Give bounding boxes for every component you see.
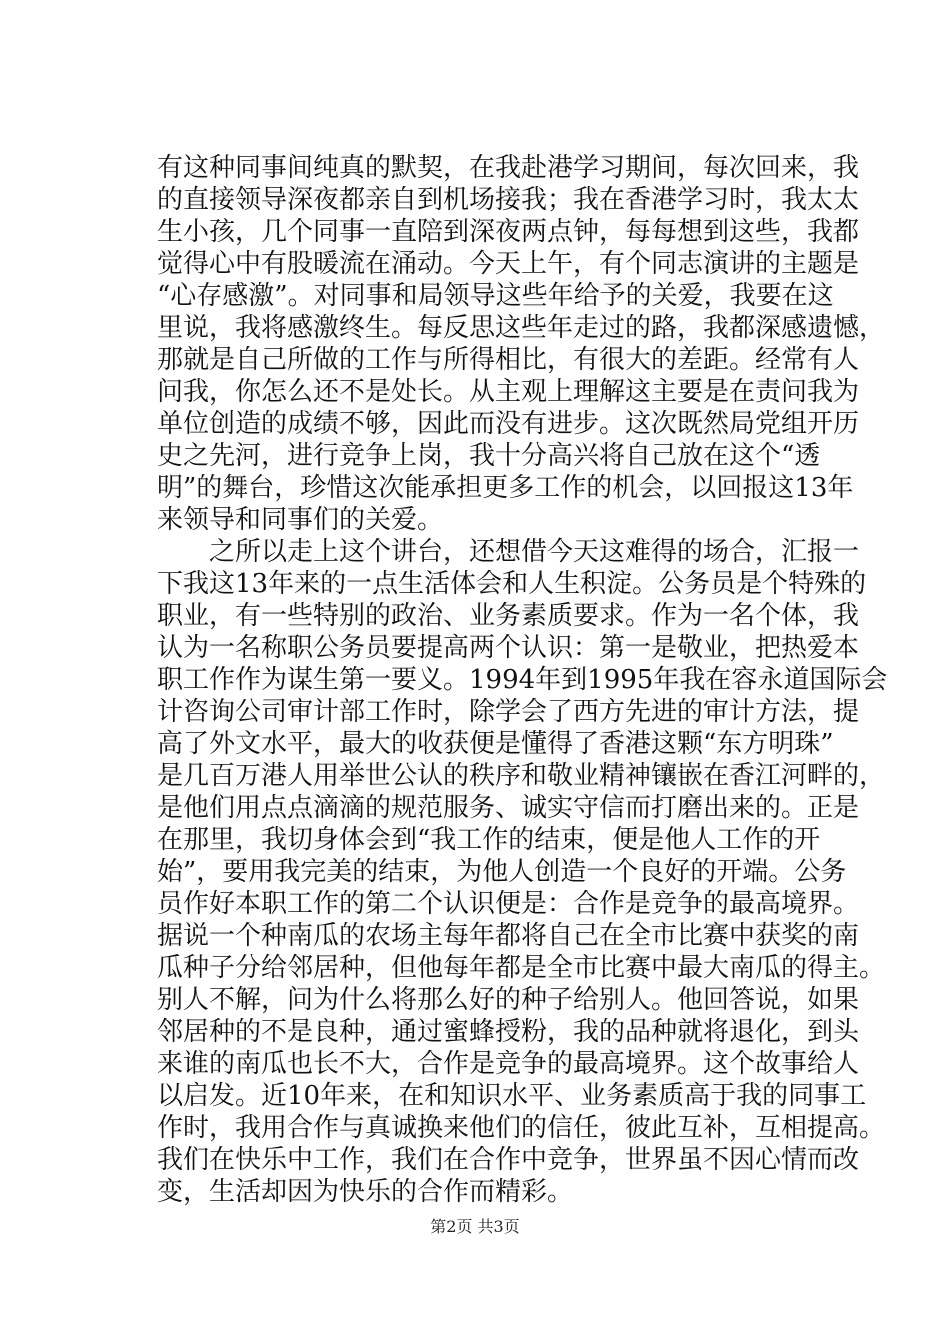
- text-line: 来谁的南瓜也长不大，合作是竞争的最高境界。这个故事给人: [157, 1049, 860, 1079]
- text-line: 是他们用点点滴滴的规范服务、诚实守信而打磨出来的。正是: [157, 793, 860, 823]
- text-line: 别人不解，问为什么将那么好的种子给别人。他回答说，如果: [157, 985, 860, 1015]
- text-line: 明”的舞台，珍惜这次能承担更多工作的机会，以回报这13年: [157, 473, 854, 503]
- text-line: 来领导和同事们的关爱。: [157, 505, 444, 535]
- text-line: 是几百万港人用举世公认的秩序和敬业精神镶嵌在香江河畔的，: [157, 761, 886, 791]
- text-line: 之所以走上这个讲台，还想借今天这难得的场合，汇报一: [157, 537, 860, 567]
- text-line: 觉得心中有股暖流在涌动。今天上午，有个同志演讲的主题是: [157, 249, 860, 279]
- text-line: 有这种同事间纯真的默契，在我赴港学习期间，每次回来，我: [157, 153, 860, 183]
- text-line: 职业，有一些特别的政治、业务素质要求。作为一名个体，我: [157, 601, 860, 631]
- text-line: 的直接领导深夜都亲自到机场接我；我在香港学习时，我太太: [157, 185, 860, 215]
- text-line: 里说，我将感激终生。每反思这些年走过的路，我都深感遗憾，: [157, 313, 886, 343]
- text-line: 高了外文水平，最大的收获便是懂得了香港这颗“东方明珠”: [157, 729, 834, 759]
- body-text: [157, 152, 888, 1208]
- text-line: 始”，要用我完美的结束，为他人创造一个良好的开端。公务: [157, 857, 847, 887]
- text-line: 单位创造的成绩不够，因此而没有进步。这次既然局党组开历: [157, 409, 860, 439]
- text-line: 生小孩，几个同事一直陪到深夜两点钟，每每想到这些，我都: [157, 217, 860, 247]
- text-line: 在那里，我切身体会到“我工作的结束，便是他人工作的开: [157, 825, 821, 855]
- text-line: 以启发。近10年来，在和知识水平、业务素质高于我的同事工: [157, 1081, 867, 1111]
- text-line: 瓜种子分给邻居种，但他每年都是全市比赛中最大南瓜的得主。: [157, 953, 886, 983]
- text-line: 变，生活却因为快乐的合作而精彩。: [157, 1177, 574, 1207]
- text-line: 认为一名称职公务员要提高两个认识：第一是敬业，把热爱本: [157, 633, 860, 663]
- page-footer: [0, 1214, 950, 1237]
- text-line: 据说一个种南瓜的农场主每年都将自己在全市比赛中获奖的南: [157, 921, 860, 951]
- text-line: 邻居种的不是良种，通过蜜蜂授粉，我的品种就将退化，到头: [157, 1017, 860, 1047]
- text-line: 职工作作为谋生第一要义。1994年到1995年我在容永道国际会: [157, 665, 888, 695]
- text-line: 员作好本职工作的第二个认识便是：合作是竞争的最高境界。: [157, 889, 860, 919]
- text-line: 那就是自己所做的工作与所得相比，有很大的差距。经常有人: [157, 345, 860, 375]
- text-line: 作时，我用合作与真诚换来他们的信任，彼此互补，互相提高。: [157, 1113, 886, 1143]
- text-line: 史之先河，进行竞争上岗，我十分高兴将自己放在这个“透: [157, 441, 821, 471]
- text-line: “心存感激”。对同事和局领导这些年给予的关爱，我要在这: [157, 281, 834, 311]
- text-line: 下我这13年来的一点生活体会和人生积淀。公务员是个特殊的: [157, 569, 867, 599]
- text-line: 问我，你怎么还不是处长。从主观上理解这主要是在责问我为: [157, 377, 860, 407]
- text-line: 我们在快乐中工作，我们在合作中竞争，世界虽不因心情而改: [157, 1145, 860, 1175]
- paragraph-2: [157, 536, 888, 1208]
- text-line: 计咨询公司审计部工作时，除学会了西方先进的审计方法，提: [157, 697, 860, 727]
- page-number: 第2页 共3页: [430, 1217, 520, 1236]
- paragraph-1: [157, 152, 886, 536]
